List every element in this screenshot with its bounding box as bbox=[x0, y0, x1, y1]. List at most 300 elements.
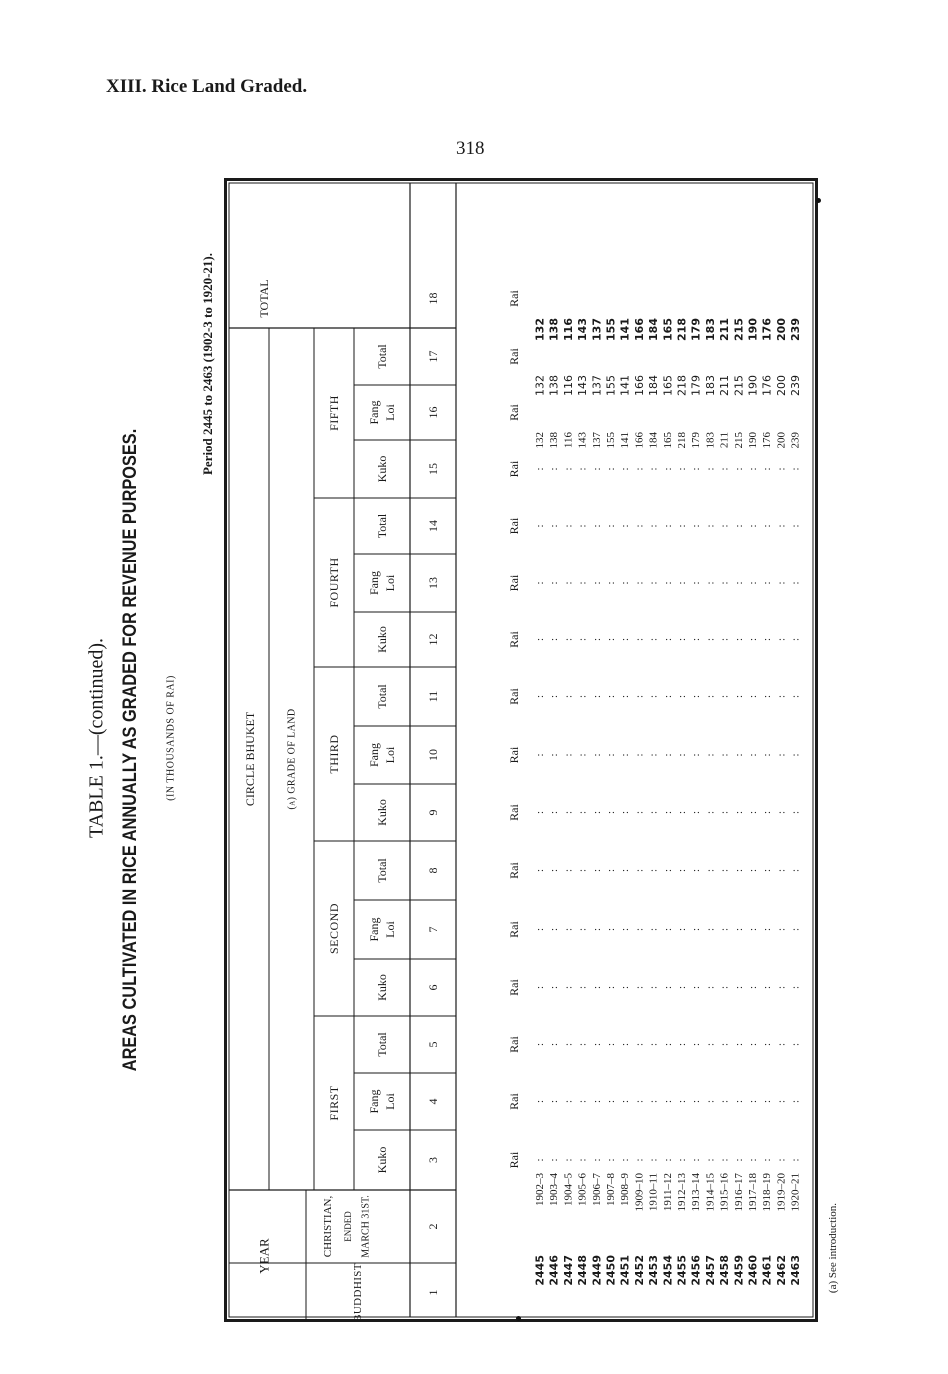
sub-header-loi: Loi bbox=[383, 921, 397, 938]
fifth-fang-loi-cell: 215 bbox=[732, 432, 745, 449]
empty-cell: : bbox=[704, 524, 717, 528]
empty-cell: : bbox=[732, 524, 745, 528]
empty-cell: : bbox=[789, 581, 802, 585]
empty-cell: : bbox=[534, 467, 546, 471]
empty-cell: : bbox=[619, 581, 632, 585]
empty-cell: : bbox=[605, 637, 617, 642]
empty-cell: : bbox=[534, 524, 546, 528]
empty-cell: : bbox=[761, 1099, 774, 1104]
empty-cell: : bbox=[761, 985, 774, 990]
empty-cell: : bbox=[775, 985, 788, 990]
christian-header-line1: CHRISTIAN, bbox=[322, 1195, 334, 1258]
empty-cell: : bbox=[732, 1042, 745, 1047]
grand-total-cell: 138 bbox=[547, 318, 561, 341]
empty-cell: : bbox=[576, 985, 589, 990]
fifth-total-cell: 165 bbox=[661, 375, 675, 396]
sub-header-total: Total bbox=[375, 684, 389, 709]
empty-cell: : bbox=[789, 1158, 802, 1162]
christian-year-cell: 1904–5 bbox=[562, 1173, 575, 1206]
empty-cell: : bbox=[718, 467, 731, 471]
empty-cell: : bbox=[633, 1158, 646, 1162]
unit-label-col-17: Rai bbox=[507, 348, 521, 365]
empty-cell: : bbox=[676, 1042, 688, 1047]
christian-year-cell: 1911–12 bbox=[661, 1173, 674, 1212]
empty-cell: : bbox=[576, 753, 589, 757]
fifth-total-cell: 218 bbox=[675, 375, 689, 396]
empty-cell: : bbox=[747, 524, 759, 528]
sub-header-kuko: Kuko bbox=[375, 974, 389, 1001]
empty-cell: : bbox=[562, 753, 575, 757]
sub-header-total: Total bbox=[375, 344, 389, 369]
fifth-fang-loi-cell: 190 bbox=[747, 432, 759, 449]
empty-cell: : bbox=[690, 467, 703, 471]
empty-cell: : bbox=[548, 1158, 561, 1162]
empty-cell: : bbox=[789, 694, 802, 699]
fifth-fang-loi-cell: 155 bbox=[605, 432, 617, 449]
sub-header-kuko: Kuko bbox=[375, 455, 389, 483]
empty-cell: : bbox=[718, 1158, 731, 1162]
buddhist-year-cell: 2460 bbox=[746, 1255, 760, 1286]
empty-cell: : bbox=[548, 524, 561, 528]
buddhist-year-cell: 2456 bbox=[689, 1255, 703, 1286]
empty-cell: : bbox=[619, 753, 632, 757]
empty-cell: : bbox=[548, 1042, 561, 1047]
fifth-fang-loi-cell: 165 bbox=[661, 432, 674, 449]
empty-cell: : bbox=[590, 868, 603, 873]
empty-cell: : bbox=[690, 985, 703, 990]
table-grid bbox=[224, 178, 818, 1322]
empty-cell: : bbox=[562, 467, 575, 471]
empty-cell: : bbox=[605, 467, 617, 471]
empty-cell: : bbox=[718, 810, 731, 815]
stray-mark bbox=[516, 1316, 521, 1321]
sub-header-fang: Fang bbox=[367, 743, 381, 767]
empty-cell: : bbox=[534, 581, 546, 585]
empty-cell: : bbox=[676, 581, 688, 585]
sub-header-total: Total bbox=[375, 858, 389, 883]
empty-cell: : bbox=[676, 927, 688, 932]
empty-cell: : bbox=[548, 467, 561, 471]
christian-header-line3: MARCH 31ST. bbox=[360, 1195, 372, 1258]
fifth-total-cell: 215 bbox=[732, 375, 746, 396]
fifth-fang-loi-cell: 116 bbox=[562, 432, 575, 449]
empty-cell: : bbox=[690, 524, 703, 528]
christian-year-cell: 1920–21 bbox=[789, 1173, 802, 1212]
empty-cell: : bbox=[661, 467, 674, 471]
empty-cell: : bbox=[534, 1158, 546, 1162]
total-header: TOTAL bbox=[257, 279, 271, 318]
empty-cell: : bbox=[619, 810, 632, 815]
buddhist-year-cell: 2450 bbox=[604, 1255, 618, 1286]
empty-cell: : bbox=[605, 1158, 617, 1162]
empty-cell: : bbox=[732, 581, 745, 585]
empty-cell: : bbox=[704, 1042, 717, 1047]
buddhist-year-cell: 2449 bbox=[590, 1255, 604, 1286]
empty-cell: : bbox=[633, 694, 646, 699]
empty-cell: : bbox=[676, 1099, 688, 1104]
grand-total-cell: 183 bbox=[703, 318, 717, 341]
empty-cell: : bbox=[775, 581, 788, 585]
empty-cell: : bbox=[732, 467, 745, 471]
empty-cell: : bbox=[562, 524, 575, 528]
empty-cell: : bbox=[747, 581, 759, 585]
column-number-8: 8 bbox=[426, 867, 440, 874]
empty-cell: : bbox=[775, 637, 788, 642]
grand-total-cell: 184 bbox=[647, 318, 661, 341]
fifth-total-cell: 184 bbox=[647, 375, 661, 396]
empty-cell: : bbox=[605, 581, 617, 585]
empty-cell: : bbox=[548, 927, 561, 932]
empty-cell: : bbox=[661, 868, 674, 873]
empty-cell: : bbox=[590, 581, 603, 585]
buddhist-year-cell: 2454 bbox=[661, 1255, 675, 1286]
circle-header: CIRCLE BHUKET bbox=[243, 711, 257, 807]
empty-cell: : bbox=[704, 1099, 717, 1104]
empty-cell: : bbox=[704, 467, 717, 471]
empty-cell: : bbox=[590, 637, 603, 642]
empty-cell: : bbox=[633, 581, 646, 585]
empty-cell: : bbox=[576, 694, 589, 699]
empty-cell: : bbox=[562, 694, 575, 699]
empty-cell: : bbox=[633, 1099, 646, 1104]
unit-label-col-14: Rai bbox=[507, 517, 521, 535]
buddhist-year-cell: 2452 bbox=[632, 1255, 646, 1286]
grand-total-cell: 215 bbox=[732, 318, 746, 341]
empty-cell: : bbox=[647, 581, 660, 585]
column-number-15: 15 bbox=[426, 463, 440, 475]
empty-cell: : bbox=[548, 810, 561, 815]
empty-cell: : bbox=[633, 985, 646, 990]
empty-cell: : bbox=[605, 1042, 617, 1047]
empty-cell: : bbox=[732, 1158, 745, 1162]
empty-cell: : bbox=[633, 927, 646, 932]
empty-cell: : bbox=[633, 1042, 646, 1047]
empty-cell: : bbox=[732, 694, 745, 699]
christian-year-cell: 1909–10 bbox=[633, 1173, 646, 1212]
column-number-13: 13 bbox=[426, 577, 440, 589]
empty-cell: : bbox=[534, 1099, 546, 1104]
empty-cell: : bbox=[747, 694, 759, 699]
empty-cell: : bbox=[619, 467, 632, 471]
column-number-12: 12 bbox=[426, 633, 440, 646]
year-header: YEAR bbox=[256, 1238, 272, 1274]
buddhist-year-cell: 2448 bbox=[576, 1255, 590, 1286]
column-number-2: 2 bbox=[426, 1223, 440, 1230]
empty-cell: : bbox=[647, 868, 660, 873]
fifth-total-cell: 141 bbox=[618, 375, 632, 396]
fifth-fang-loi-cell: 211 bbox=[718, 432, 731, 449]
grand-total-cell: 239 bbox=[789, 318, 803, 341]
fifth-total-cell: 200 bbox=[774, 375, 788, 396]
empty-cell: : bbox=[718, 1042, 731, 1047]
sub-header-total: Total bbox=[375, 513, 389, 539]
grand-total-cell: 190 bbox=[746, 318, 760, 341]
empty-cell: : bbox=[576, 927, 589, 932]
empty-cell: : bbox=[548, 581, 561, 585]
empty-cell: : bbox=[661, 637, 674, 642]
empty-cell: : bbox=[789, 524, 802, 528]
empty-cell: : bbox=[775, 753, 788, 757]
column-number-3: 3 bbox=[426, 1157, 440, 1163]
buddhist-year-cell: 2446 bbox=[547, 1255, 561, 1286]
empty-cell: : bbox=[747, 985, 759, 990]
empty-cell: : bbox=[761, 927, 774, 932]
empty-cell: : bbox=[690, 1099, 703, 1104]
fifth-total-cell: 143 bbox=[576, 375, 590, 396]
empty-cell: : bbox=[548, 1099, 561, 1104]
empty-cell: : bbox=[676, 753, 688, 757]
table-border-inner bbox=[229, 183, 813, 1317]
empty-cell: : bbox=[562, 810, 575, 815]
empty-cell: : bbox=[789, 927, 802, 932]
fifth-fang-loi-cell: 132 bbox=[534, 432, 546, 449]
empty-cell: : bbox=[732, 1099, 745, 1104]
section-title: XIII. Rice Land Graded. bbox=[106, 76, 308, 97]
empty-cell: : bbox=[633, 467, 646, 471]
empty-cell: : bbox=[576, 467, 589, 471]
empty-cell: : bbox=[732, 927, 745, 932]
empty-cell: : bbox=[761, 1158, 774, 1162]
table-title: TABLE 1.—(continued). bbox=[85, 637, 108, 839]
empty-cell: : bbox=[647, 524, 660, 528]
empty-cell: : bbox=[562, 927, 575, 932]
empty-cell: : bbox=[647, 753, 660, 757]
grand-total-cell: 143 bbox=[576, 318, 590, 341]
empty-cell: : bbox=[576, 524, 589, 528]
empty-cell: : bbox=[590, 985, 603, 990]
grand-total-cell: 179 bbox=[689, 318, 703, 341]
empty-cell: : bbox=[619, 927, 632, 932]
empty-cell: : bbox=[633, 810, 646, 815]
column-number-11: 11 bbox=[426, 690, 440, 703]
buddhist-year-cell: 2453 bbox=[647, 1255, 661, 1286]
empty-cell: : bbox=[576, 581, 589, 585]
empty-cell: : bbox=[548, 694, 561, 699]
empty-cell: : bbox=[661, 581, 674, 585]
empty-cell: : bbox=[619, 1158, 632, 1162]
empty-cell: : bbox=[562, 637, 575, 642]
empty-cell: : bbox=[576, 810, 589, 815]
column-number-17: 17 bbox=[426, 350, 440, 363]
unit-label-col-11: Rai bbox=[507, 688, 521, 705]
grand-total-cell: 132 bbox=[533, 318, 547, 341]
column-number-4: 4 bbox=[426, 1098, 440, 1105]
empty-cell: : bbox=[789, 637, 802, 642]
christian-year-cell: 1912–13 bbox=[676, 1173, 688, 1212]
empty-cell: : bbox=[590, 810, 603, 815]
buddhist-year-cell: 2447 bbox=[561, 1255, 575, 1286]
empty-cell: : bbox=[690, 1158, 703, 1162]
empty-cell: : bbox=[676, 524, 688, 528]
column-number-6: 6 bbox=[426, 984, 440, 991]
grand-total-cell: 165 bbox=[661, 318, 675, 341]
christian-year-cell: 1913–14 bbox=[690, 1173, 703, 1212]
empty-cell: : bbox=[676, 467, 688, 471]
empty-cell: : bbox=[690, 810, 703, 815]
sub-header-kuko: Kuko bbox=[375, 626, 389, 653]
christian-year-cell: 1916–17 bbox=[732, 1173, 745, 1212]
empty-cell: : bbox=[690, 581, 703, 585]
fifth-fang-loi-cell: 143 bbox=[576, 432, 589, 449]
empty-cell: : bbox=[718, 1099, 731, 1104]
empty-cell: : bbox=[605, 810, 617, 815]
sub-header-loi: Loi bbox=[383, 574, 397, 592]
grade-name-fifth: FIFTH bbox=[327, 395, 341, 431]
christian-year-cell: 1905–6 bbox=[576, 1173, 589, 1206]
unit-label-col-13: Rai bbox=[507, 574, 521, 592]
sub-header-kuko: Kuko bbox=[375, 799, 389, 826]
empty-cell: : bbox=[704, 985, 717, 990]
empty-cell: : bbox=[761, 810, 774, 815]
empty-cell: : bbox=[704, 810, 717, 815]
buddhist-year-cell: 2463 bbox=[789, 1255, 803, 1286]
fifth-total-cell: 138 bbox=[547, 375, 561, 396]
footnote: (a) See introduction. bbox=[827, 1202, 839, 1294]
empty-cell: : bbox=[619, 1042, 632, 1047]
buddhist-year-cell: 2455 bbox=[675, 1255, 689, 1286]
christian-year-cell: 1910–11 bbox=[647, 1173, 660, 1212]
fifth-total-cell: 176 bbox=[760, 375, 774, 396]
grade-name-third: THIRD bbox=[327, 734, 341, 774]
empty-cell: : bbox=[732, 868, 745, 873]
empty-cell: : bbox=[690, 1042, 703, 1047]
grand-total-cell: 155 bbox=[604, 318, 618, 341]
empty-cell: : bbox=[534, 868, 546, 873]
empty-cell: : bbox=[789, 467, 802, 471]
empty-cell: : bbox=[590, 1099, 603, 1104]
empty-cell: : bbox=[747, 637, 759, 642]
grade-name-first: FIRST bbox=[327, 1085, 341, 1121]
sub-header-fang: Fang bbox=[367, 1089, 381, 1114]
empty-cell: : bbox=[761, 524, 774, 528]
empty-cell: : bbox=[704, 868, 717, 873]
empty-cell: : bbox=[789, 810, 802, 815]
empty-cell: : bbox=[647, 637, 660, 642]
empty-cell: : bbox=[576, 637, 589, 642]
empty-cell: : bbox=[761, 581, 774, 585]
empty-cell: : bbox=[548, 868, 561, 873]
christian-year-cell: 1914–15 bbox=[704, 1173, 717, 1212]
grand-total-cell: 166 bbox=[632, 318, 646, 341]
grand-total-cell: 176 bbox=[760, 318, 774, 341]
main-title: AREAS CULTIVATED IN RICE ANNUALLY AS GRADED FOR REVENUE PURPOSES. bbox=[120, 428, 141, 1072]
fifth-total-cell: 239 bbox=[789, 375, 803, 396]
buddhist-year-cell: 2462 bbox=[774, 1255, 788, 1286]
empty-cell: : bbox=[747, 1158, 759, 1162]
grand-total-cell: 211 bbox=[718, 318, 732, 341]
empty-cell: : bbox=[562, 1158, 575, 1162]
buddhist-year-cell: 2459 bbox=[732, 1255, 746, 1286]
column-number-16: 16 bbox=[426, 406, 440, 419]
empty-cell: : bbox=[747, 868, 759, 873]
sub-header-kuko: Kuko bbox=[375, 1146, 389, 1174]
empty-cell: : bbox=[704, 581, 717, 585]
unit-label-col-6: Rai bbox=[507, 979, 521, 996]
empty-cell: : bbox=[775, 1099, 788, 1104]
empty-cell: : bbox=[605, 694, 617, 699]
empty-cell: : bbox=[562, 868, 575, 873]
rotated-data-table bbox=[224, 178, 818, 1322]
empty-cell: : bbox=[605, 868, 617, 873]
empty-cell: : bbox=[747, 467, 759, 471]
sub-header-loi: Loi bbox=[383, 404, 397, 421]
empty-cell: : bbox=[732, 810, 745, 815]
empty-cell: : bbox=[576, 868, 589, 873]
christian-year-cell: 1907–8 bbox=[605, 1173, 617, 1206]
column-number-14: 14 bbox=[426, 520, 440, 532]
empty-cell: : bbox=[661, 1042, 674, 1047]
empty-cell: : bbox=[605, 1099, 617, 1104]
empty-cell: : bbox=[534, 1042, 546, 1047]
empty-cell: : bbox=[562, 1042, 575, 1047]
empty-cell: : bbox=[775, 1158, 788, 1162]
empty-cell: : bbox=[718, 985, 731, 990]
buddhist-year-cell: 2458 bbox=[718, 1255, 732, 1286]
empty-cell: : bbox=[789, 868, 802, 873]
grand-total-cell: 218 bbox=[675, 318, 689, 341]
sub-header-loi: Loi bbox=[383, 746, 397, 764]
christian-year-cell: 1918–19 bbox=[761, 1173, 774, 1212]
fifth-total-cell: 132 bbox=[533, 375, 547, 396]
empty-cell: : bbox=[590, 467, 603, 471]
grand-total-cell: 116 bbox=[561, 318, 575, 341]
buddhist-header: BUDDHIST bbox=[352, 1263, 364, 1322]
unit-label-col-10: Rai bbox=[507, 746, 521, 764]
unit-label-col-4: Rai bbox=[507, 1093, 521, 1110]
fifth-fang-loi-cell: 138 bbox=[548, 432, 561, 449]
christian-year-cell: 1906–7 bbox=[590, 1173, 603, 1206]
empty-cell: : bbox=[562, 581, 575, 585]
stray-mark bbox=[816, 198, 821, 203]
empty-cell: : bbox=[676, 868, 688, 873]
empty-cell: : bbox=[633, 637, 646, 642]
sub-header-loi: Loi bbox=[383, 1093, 397, 1110]
unit-label-col-18: Rai bbox=[507, 290, 521, 307]
column-number-9: 9 bbox=[426, 809, 440, 816]
empty-cell: : bbox=[534, 985, 546, 990]
empty-cell: : bbox=[747, 1042, 759, 1047]
column-number-18: 18 bbox=[426, 292, 440, 305]
empty-cell: : bbox=[619, 985, 632, 990]
empty-cell: : bbox=[647, 810, 660, 815]
empty-cell: : bbox=[661, 1099, 674, 1104]
empty-cell: : bbox=[576, 1042, 589, 1047]
empty-cell: : bbox=[633, 753, 646, 757]
empty-cell: : bbox=[619, 637, 632, 642]
fifth-fang-loi-cell: 176 bbox=[761, 432, 774, 449]
empty-cell: : bbox=[548, 753, 561, 757]
empty-cell: : bbox=[590, 524, 603, 528]
empty-cell: : bbox=[690, 753, 703, 757]
christian-year-cell: 1902–3 bbox=[534, 1173, 546, 1206]
empty-cell: : bbox=[775, 868, 788, 873]
empty-cell: : bbox=[732, 637, 745, 642]
empty-cell: : bbox=[690, 694, 703, 699]
empty-cell: : bbox=[747, 753, 759, 757]
empty-cell: : bbox=[747, 1099, 759, 1104]
empty-cell: : bbox=[661, 927, 674, 932]
empty-cell: : bbox=[605, 985, 617, 990]
empty-cell: : bbox=[718, 694, 731, 699]
empty-cell: : bbox=[704, 637, 717, 642]
fifth-fang-loi-cell: 239 bbox=[789, 432, 802, 449]
empty-cell: : bbox=[534, 694, 546, 699]
grade-name-fourth: FOURTH bbox=[327, 557, 341, 608]
sub-header-total: Total bbox=[375, 1032, 389, 1057]
empty-cell: : bbox=[562, 1099, 575, 1104]
fifth-total-cell: 137 bbox=[590, 375, 604, 396]
unit-label-col-7: Rai bbox=[507, 921, 521, 938]
